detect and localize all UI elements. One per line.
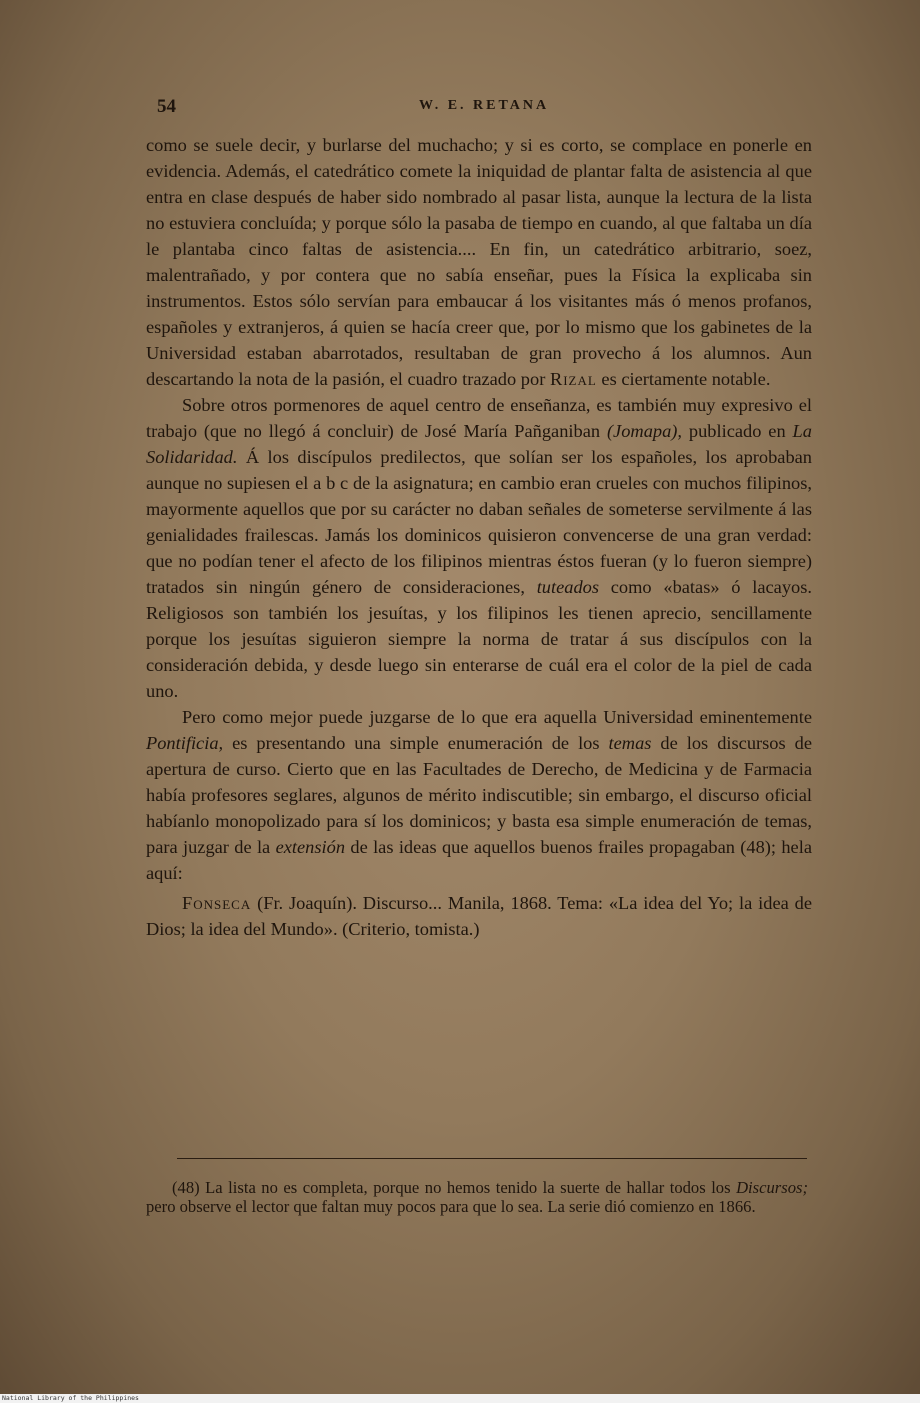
- paragraph-3-text-c: de los discursos de apertura de curso. Cierto que en las Facultades de Derecho, de Medicina y de Farmacia había profesores seglares, algunos de mérito indiscutible; sin embargo, el discurso oficial habíanlo monopolizado para sí los dominicos; y basta esa simple enumeración de temas, para juzgar de la: [146, 733, 812, 857]
- paragraph-2-text-a: Sobre otros pormenores de aquel centro de enseñanza, es también muy expresivo el trabajo (que no llegó á concluir) de José María Pañganiban: [146, 395, 812, 441]
- footnote-text-b: pero observe el lector que faltan muy pocos para que lo sea. La serie dió comienzo en 1866.: [146, 1197, 756, 1216]
- paragraph-1-end: es ciertamente notable.: [601, 369, 771, 389]
- paragraph-4-text: (Fr. Joaquín). Discurso... Manila, 1868. Tema: «La idea del Yo; la idea de Dios; la idea del Mundo». (Criterio, tomista.): [146, 893, 812, 939]
- main-text: [146, 132, 812, 942]
- paragraph-3-text-d: de las ideas que aquellos buenos frailes propagaban (48); hela aquí:: [146, 837, 812, 883]
- word-tuteados: tuteados: [536, 577, 600, 597]
- paragraph-2-text-d: como «batas» ó lacayos. Religiosos son también los jesuítas, y los filipinos les tienen aprecio, sencillamente porque los jesuítas siguieron siempre la norma de tratar á sus discípulos con la consideración debida, y desde luego sin enterarse de cuál era el color de la piel de cada uno.: [146, 577, 812, 701]
- name-rizal: Rizal: [549, 369, 597, 389]
- publication-title: La Solidaridad.: [146, 421, 812, 467]
- paragraph-2: [146, 392, 812, 704]
- paragraph-4: [146, 890, 812, 942]
- paragraph-1: [146, 132, 812, 392]
- footnote-48: [146, 1178, 808, 1216]
- paragraph-2-text-c: Á los discípulos predilectos, que solían ser los españoles, los aprobaban aunque no supiesen el a b c de la asignatura; en cambio eran crueles con muchos filipinos, mayormente aquellos que por su carácter no daban señales de someterse servilmente á las genialidades frailescas. Jamás los dominicos quisieron convencerse de una gran verdad: que no podían tener el afecto de los filipinos mientras éstos fueran (y lo fueron siempre) tratados sin ningún género de consideraciones,: [146, 447, 812, 597]
- page-header: [157, 96, 812, 122]
- footnote-italic: Discursos;: [736, 1178, 808, 1197]
- name-fonseca: Fonseca: [182, 893, 252, 913]
- footnote-paragraph: [146, 1178, 808, 1216]
- paragraph-3: [146, 704, 812, 886]
- footnote-rule: [177, 1158, 807, 1159]
- paragraph-3-text-b: es presentando una simple enumeración de los: [232, 733, 600, 753]
- paragraph-3-text-a: Pero como mejor puede juzgarse de lo que era aquella Universidad eminentemente: [182, 707, 812, 727]
- scan-credit: National Library of the Philippines: [2, 1394, 139, 1402]
- footnote-text-a: (48) La lista no es completa, porque no hemos tenido la suerte de hallar todos los: [172, 1178, 731, 1197]
- word-pontificia: Pontificia,: [146, 733, 224, 753]
- paragraph-2-text-b: publicado en: [688, 421, 786, 441]
- running-head: W. E. RETANA: [419, 98, 550, 113]
- page-number: 54: [157, 96, 176, 117]
- scan-credit-strip: [0, 1394, 920, 1403]
- word-extension: extensión: [275, 837, 346, 857]
- paragraph-1-text: como se suele decir, y burlarse del muchacho; y si es corto, se complace en ponerle en evidencia. Además, el catedrático comete la iniquidad de plantar falta de asistencia al que entra en clase después de haber sido nombrado al pasar lista, aunque la lectura de la lista no estuviera concluída; y porque sólo la pasaba de tiempo en cuando, al que faltaba un día le plantaba cinco faltas de asistencia.... En fin, un catedrático arbitrario, soez, malentrañado, y por contera que no sabía enseñar, pues la Física la explicaba sin instrumentos. Estos sólo servían para embaucar á los visitantes más ó menos profanos, españoles y extranjeros, á quien se hacía creer que, por lo mismo que los gabinetes de la Universidad estaban abarrotados, resultaban de gran provecho á los alumnos. Aun descartando la nota de la pasión, el cuadro trazado por: [146, 135, 812, 389]
- pseudonym-jomapa: (Jomapa),: [606, 421, 683, 441]
- word-temas: temas: [608, 733, 652, 753]
